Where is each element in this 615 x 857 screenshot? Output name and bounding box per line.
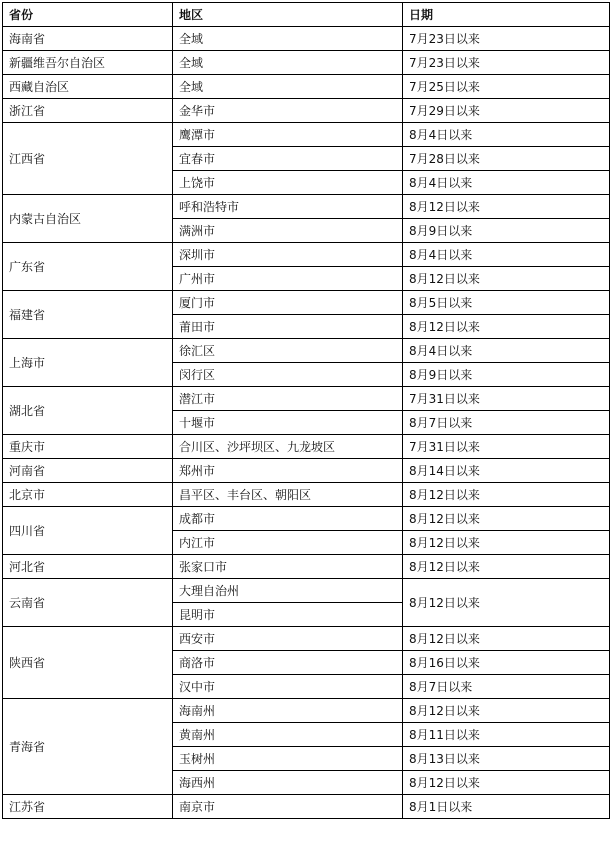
table-row (3, 627, 610, 651)
area-cell: 张家口市 (173, 555, 403, 579)
table-row (3, 579, 610, 603)
province-cell: 江苏省 (3, 795, 173, 819)
date-cell: 8月12日以来 (403, 507, 610, 531)
province-cell: 新疆维吾尔自治区 (3, 51, 173, 75)
area-cell: 黄南州 (173, 723, 403, 747)
date-cell: 7月31日以来 (403, 435, 610, 459)
date-cell: 8月11日以来 (403, 723, 610, 747)
header-area: 地区 (173, 3, 403, 27)
province-cell: 青海省 (3, 699, 173, 795)
province-cell: 浙江省 (3, 99, 173, 123)
date-cell: 8月4日以来 (403, 123, 610, 147)
date-cell: 8月1日以来 (403, 795, 610, 819)
table-row (3, 27, 610, 51)
date-cell: 8月12日以来 (403, 483, 610, 507)
table-row (3, 435, 610, 459)
province-cell: 西藏自治区 (3, 75, 173, 99)
area-cell: 南京市 (173, 795, 403, 819)
area-cell: 上饶市 (173, 171, 403, 195)
province-cell: 重庆市 (3, 435, 173, 459)
header-row (3, 3, 610, 27)
date-cell: 8月9日以来 (403, 363, 610, 387)
province-cell: 江西省 (3, 123, 173, 195)
area-cell: 鹰潭市 (173, 123, 403, 147)
area-cell: 徐汇区 (173, 339, 403, 363)
area-cell: 海西州 (173, 771, 403, 795)
province-cell: 湖北省 (3, 387, 173, 435)
date-cell: 8月4日以来 (403, 339, 610, 363)
date-cell: 8月12日以来 (403, 771, 610, 795)
date-cell: 7月31日以来 (403, 387, 610, 411)
area-cell: 莆田市 (173, 315, 403, 339)
header-date: 日期 (403, 3, 610, 27)
header-province: 省份 (3, 3, 173, 27)
table-row (3, 507, 610, 531)
area-cell: 内江市 (173, 531, 403, 555)
date-cell: 8月12日以来 (403, 267, 610, 291)
date-cell: 7月29日以来 (403, 99, 610, 123)
table-row (3, 459, 610, 483)
table-row (3, 483, 610, 507)
area-cell: 宜春市 (173, 147, 403, 171)
region-date-table (2, 2, 610, 819)
table-row (3, 291, 610, 315)
province-cell: 广东省 (3, 243, 173, 291)
area-cell: 大理自治州 (173, 579, 403, 603)
table-row (3, 99, 610, 123)
area-cell: 海南州 (173, 699, 403, 723)
area-cell: 广州市 (173, 267, 403, 291)
province-cell: 内蒙古自治区 (3, 195, 173, 243)
area-cell: 全域 (173, 51, 403, 75)
date-cell: 8月9日以来 (403, 219, 610, 243)
table-row (3, 195, 610, 219)
table-row (3, 555, 610, 579)
area-cell: 厦门市 (173, 291, 403, 315)
area-cell: 金华市 (173, 99, 403, 123)
area-cell: 玉树州 (173, 747, 403, 771)
area-cell: 呼和浩特市 (173, 195, 403, 219)
date-cell: 7月28日以来 (403, 147, 610, 171)
area-cell: 西安市 (173, 627, 403, 651)
table-header (3, 3, 610, 27)
date-cell: 8月12日以来 (403, 531, 610, 555)
area-cell: 十堰市 (173, 411, 403, 435)
area-cell: 昆明市 (173, 603, 403, 627)
table-row (3, 243, 610, 267)
area-cell: 全域 (173, 27, 403, 51)
date-cell: 8月12日以来 (403, 627, 610, 651)
area-cell: 郑州市 (173, 459, 403, 483)
province-cell: 河南省 (3, 459, 173, 483)
date-cell: 8月13日以来 (403, 747, 610, 771)
date-cell: 7月23日以来 (403, 27, 610, 51)
date-cell: 8月5日以来 (403, 291, 610, 315)
area-cell: 全域 (173, 75, 403, 99)
date-cell: 7月23日以来 (403, 51, 610, 75)
date-cell: 8月7日以来 (403, 411, 610, 435)
area-cell: 潜江市 (173, 387, 403, 411)
area-cell: 合川区、沙坪坝区、九龙坡区 (173, 435, 403, 459)
area-cell: 昌平区、丰台区、朝阳区 (173, 483, 403, 507)
table-row (3, 339, 610, 363)
province-cell: 河北省 (3, 555, 173, 579)
province-cell: 云南省 (3, 579, 173, 627)
date-cell: 8月12日以来 (403, 579, 610, 627)
table-row (3, 387, 610, 411)
province-cell: 上海市 (3, 339, 173, 387)
area-cell: 深圳市 (173, 243, 403, 267)
date-cell: 8月12日以来 (403, 195, 610, 219)
table-row (3, 795, 610, 819)
province-cell: 福建省 (3, 291, 173, 339)
date-cell: 8月14日以来 (403, 459, 610, 483)
table-row (3, 699, 610, 723)
region-table-container (2, 2, 610, 819)
date-cell: 8月7日以来 (403, 675, 610, 699)
province-cell: 四川省 (3, 507, 173, 555)
table-row (3, 123, 610, 147)
area-cell: 商洛市 (173, 651, 403, 675)
table-body (3, 27, 610, 819)
province-cell: 陕西省 (3, 627, 173, 699)
date-cell: 8月4日以来 (403, 243, 610, 267)
table-row (3, 51, 610, 75)
date-cell: 8月12日以来 (403, 699, 610, 723)
province-cell: 北京市 (3, 483, 173, 507)
area-cell: 满洲市 (173, 219, 403, 243)
date-cell: 8月16日以来 (403, 651, 610, 675)
date-cell: 8月12日以来 (403, 315, 610, 339)
area-cell: 闵行区 (173, 363, 403, 387)
table-row (3, 75, 610, 99)
province-cell: 海南省 (3, 27, 173, 51)
date-cell: 7月25日以来 (403, 75, 610, 99)
area-cell: 成都市 (173, 507, 403, 531)
date-cell: 8月4日以来 (403, 171, 610, 195)
area-cell: 汉中市 (173, 675, 403, 699)
date-cell: 8月12日以来 (403, 555, 610, 579)
